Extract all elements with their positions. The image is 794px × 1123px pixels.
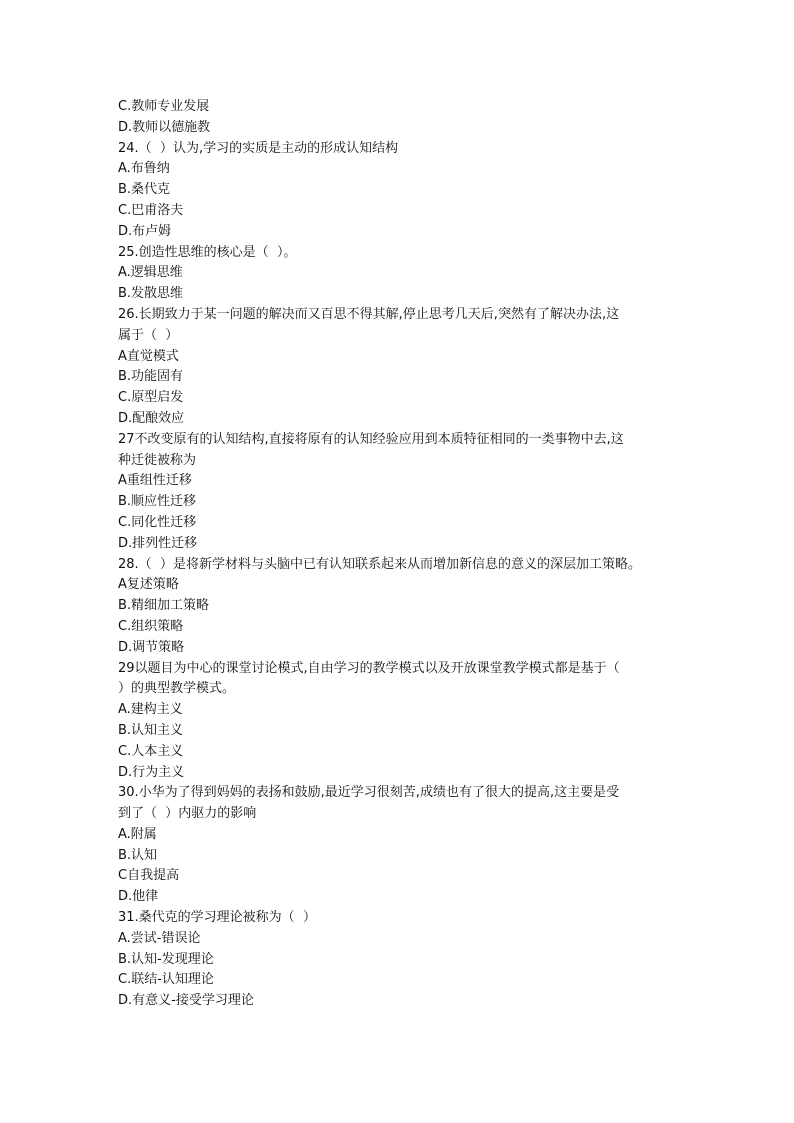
q24-option-d: D.布卢姆: [118, 223, 172, 239]
q27-option-d: D.排列性迁移: [118, 535, 198, 551]
q31-option-b: B.认知-发现理论: [118, 951, 214, 967]
q26-stem-line2: 属于（ ）: [118, 327, 179, 343]
q30-option-d: D.他律: [118, 889, 159, 905]
q28-option-a: A复述策略: [118, 577, 179, 593]
q28-option-d: D.调节策略: [118, 639, 185, 655]
q24-option-c: C.巴甫洛夫: [118, 202, 184, 218]
q25-option-b: B.发散思维: [118, 286, 184, 302]
q29-option-d: D.行为主义: [118, 764, 185, 780]
q30-option-c: C自我提高: [118, 868, 180, 884]
q27-option-b: B.顺应性迁移: [118, 494, 197, 510]
q28-stem: 28.（ ）是将新学材料与头脑中已有认知联系起来从而增加新信息的意义的深层加工策略。: [118, 556, 641, 572]
q30-stem-line2: 到了（ ）内驱力的影响: [118, 806, 257, 822]
q23-option-c: C.教师专业发展: [118, 99, 210, 114]
q28-option-c: C.组织策略: [118, 618, 184, 634]
q24-option-a: A.布鲁纳: [118, 161, 170, 177]
q30-stem-line1: 30.小华为了得到妈妈的表扬和鼓励,最近学习很刻苦,成绩也有了很大的提高,这主要是受: [118, 785, 620, 801]
q25-option-a: A.逻辑思维: [118, 265, 183, 281]
q27-option-c: C.同化性迁移: [118, 514, 197, 530]
q28-option-b: B.精细加工策略: [118, 598, 210, 614]
q27-stem-line1: 27不改变原有的认知结构,直接将原有的认知经验应用到本质特征相同的一类事物中去,这: [118, 431, 624, 447]
document-page: [118, 97, 678, 1012]
q27-stem-line2: 种迁徙被称为: [118, 452, 197, 468]
q25-stem: 25.创造性思维的核心是（ ）。: [118, 244, 297, 260]
q31-stem: 31.桑代克的学习理论被称为（ ）: [118, 910, 316, 926]
q31-option-a: A.尝试-错误论: [118, 930, 201, 946]
q29-option-c: C.人本主义: [118, 743, 184, 759]
q29-stem-line1: 29以题目为中心的课堂讨论模式,自由学习的教学模式以及开放课堂教学模式都是基于（: [118, 660, 620, 676]
q26-option-c: C.原型启发: [118, 390, 184, 406]
q27-option-a: A重组性迁移: [118, 473, 192, 489]
q31-option-c: C.联结-认知理论: [118, 972, 214, 988]
q29-option-b: B.认知主义: [118, 722, 184, 738]
q29-stem-line2: ）的典型教学模式。: [118, 681, 236, 697]
q31-option-d: D.有意义-接受学习理论: [118, 993, 254, 1009]
q29-option-a: A.建构主义: [118, 702, 183, 718]
q23-option-d: D.教师以德施教: [118, 119, 211, 135]
q24-option-b: B.桑代克: [118, 182, 171, 198]
q30-option-b: B.认知: [118, 847, 158, 863]
q24-stem: 24.（ ）认为,学习的实质是主动的形成认知结构: [118, 140, 399, 156]
q26-stem-line1: 26.长期致力于某一问题的解决而又百思不得其解,停止思考几天后,突然有了解决办法,这: [118, 306, 620, 322]
q26-option-d: D.配酿效应: [118, 410, 185, 426]
q26-option-a: A直觉模式: [118, 348, 179, 364]
q26-option-b: B.功能固有: [118, 369, 184, 385]
q30-option-a: A.附属: [118, 826, 157, 842]
